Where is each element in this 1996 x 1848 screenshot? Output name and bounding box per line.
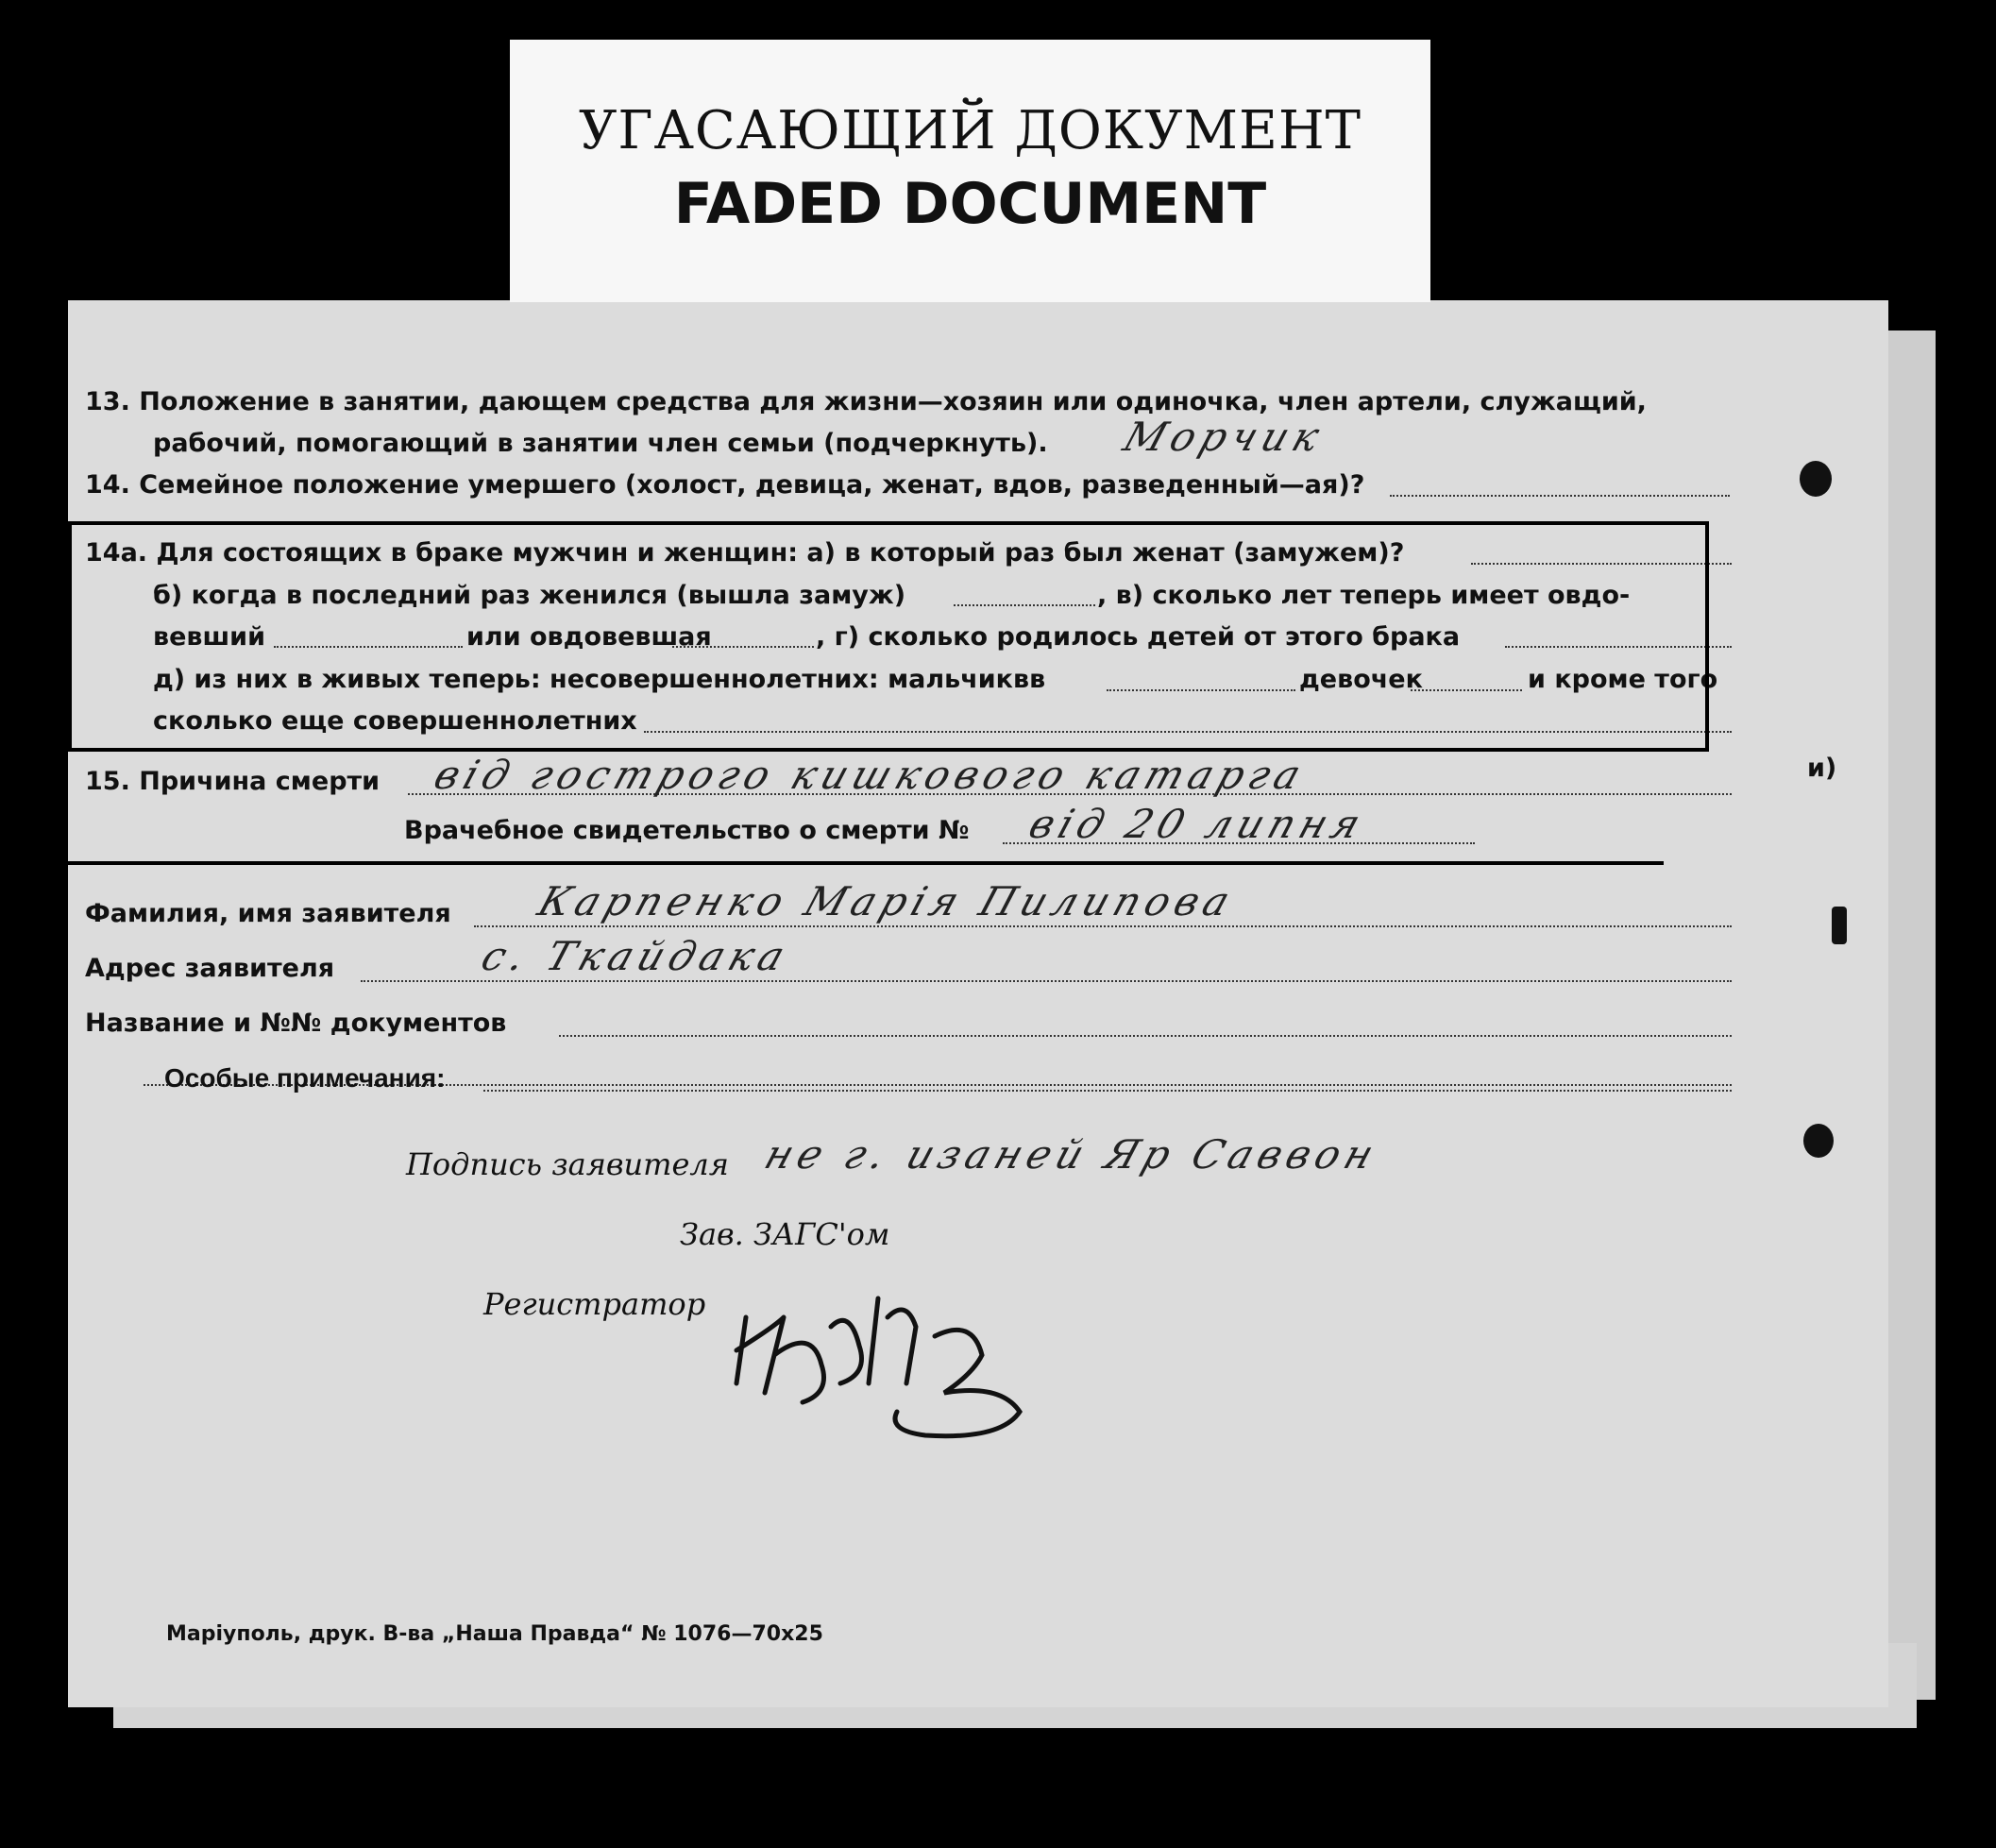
q13-line2: рабочий, помогающий в занятии член семьи (подчеркнуть). bbox=[153, 429, 1048, 458]
divider-rule bbox=[68, 861, 1664, 865]
q14-line: 14. Семейное положение умершего (холост, девица, женат, вдов, разведенный—ая)? bbox=[85, 470, 1365, 500]
stamp-title-ru: УГАСАЮЩИЙ ДОКУМЕНТ bbox=[578, 100, 1362, 161]
stamp-title-en: FADED DOCUMENT bbox=[673, 171, 1267, 237]
documents-label: Название и №№ документов bbox=[85, 1009, 507, 1038]
q14a-line4c: и кроме того bbox=[1528, 665, 1718, 694]
registrar-signature bbox=[718, 1261, 1057, 1450]
applicant-address-handwritten: с. Ткайдака bbox=[476, 933, 797, 979]
q14a-line4b: девочек bbox=[1299, 665, 1423, 694]
q15-label: 15. Причина смерти bbox=[85, 767, 381, 796]
q14a-line5: сколько еще совершеннолетних bbox=[153, 706, 637, 736]
form-sheet bbox=[68, 300, 1888, 1707]
med-cert-label: Врачебное свидетельство о смерти № bbox=[404, 816, 970, 845]
side-fragment: и) bbox=[1807, 754, 1837, 783]
applicant-signature-handwritten: не г. изаней Яр Саввон bbox=[759, 1131, 1385, 1178]
q14a-line3c: , г) сколько родилось детей от этого брака bbox=[816, 622, 1461, 652]
q13-line1: 13. Положение в занятии, дающем средства для жизни—хозяин или одиночка, член артели, служащий, bbox=[85, 387, 1647, 416]
documents-line bbox=[559, 1035, 1732, 1037]
registrar-label: Регистратор bbox=[483, 1286, 706, 1322]
q14a-line2b: , в) сколько лет теперь имеет овдо- bbox=[1097, 581, 1631, 610]
zags-head-label: Зав. ЗАГС'ом bbox=[680, 1216, 890, 1252]
q13-handwritten-answer: Морчик bbox=[1118, 414, 1331, 460]
special-notes-label: Особые примечания: bbox=[164, 1063, 446, 1093]
q14a-line2a: б) когда в последний раз женился (вышла замуж) bbox=[153, 581, 906, 610]
printer-line: Маріуполь, друк. В-ва „Наша Правда“ № 1076—70x25 bbox=[166, 1622, 823, 1646]
section-14a-box bbox=[68, 521, 1709, 752]
q15-handwritten-answer: від гострого кишкового катарга bbox=[429, 752, 1312, 798]
med-cert-handwritten-answer: від 20 липня bbox=[1023, 801, 1372, 847]
applicant-name-line bbox=[474, 925, 1732, 927]
applicant-name-label: Фамилия, имя заявителя bbox=[85, 899, 451, 928]
punch-hole bbox=[1803, 1124, 1834, 1158]
q14a-line4a: д) из них в живых теперь: несовершеннолетних: мальчиквв bbox=[153, 665, 1046, 694]
paper-tear bbox=[1832, 907, 1847, 944]
q14-answer-line bbox=[1390, 495, 1730, 497]
faded-document-stamp bbox=[510, 40, 1430, 302]
q14a-line3b: или овдовевшая bbox=[466, 622, 712, 652]
q14a-line1: 14а. Для состоящих в браке мужчин и женщин: а) в который раз был женат (замужем)? bbox=[85, 538, 1405, 568]
applicant-name-handwritten: Карпенко Марія Пилипова bbox=[533, 878, 1242, 924]
punch-hole bbox=[1800, 461, 1832, 497]
special-notes-line bbox=[483, 1090, 1732, 1092]
q14a-line3a: вевший bbox=[153, 622, 265, 652]
applicant-address-line bbox=[361, 980, 1732, 982]
applicant-address-label: Адрес заявителя bbox=[85, 954, 335, 983]
applicant-signature-label: Подпись заявителя bbox=[406, 1146, 729, 1182]
